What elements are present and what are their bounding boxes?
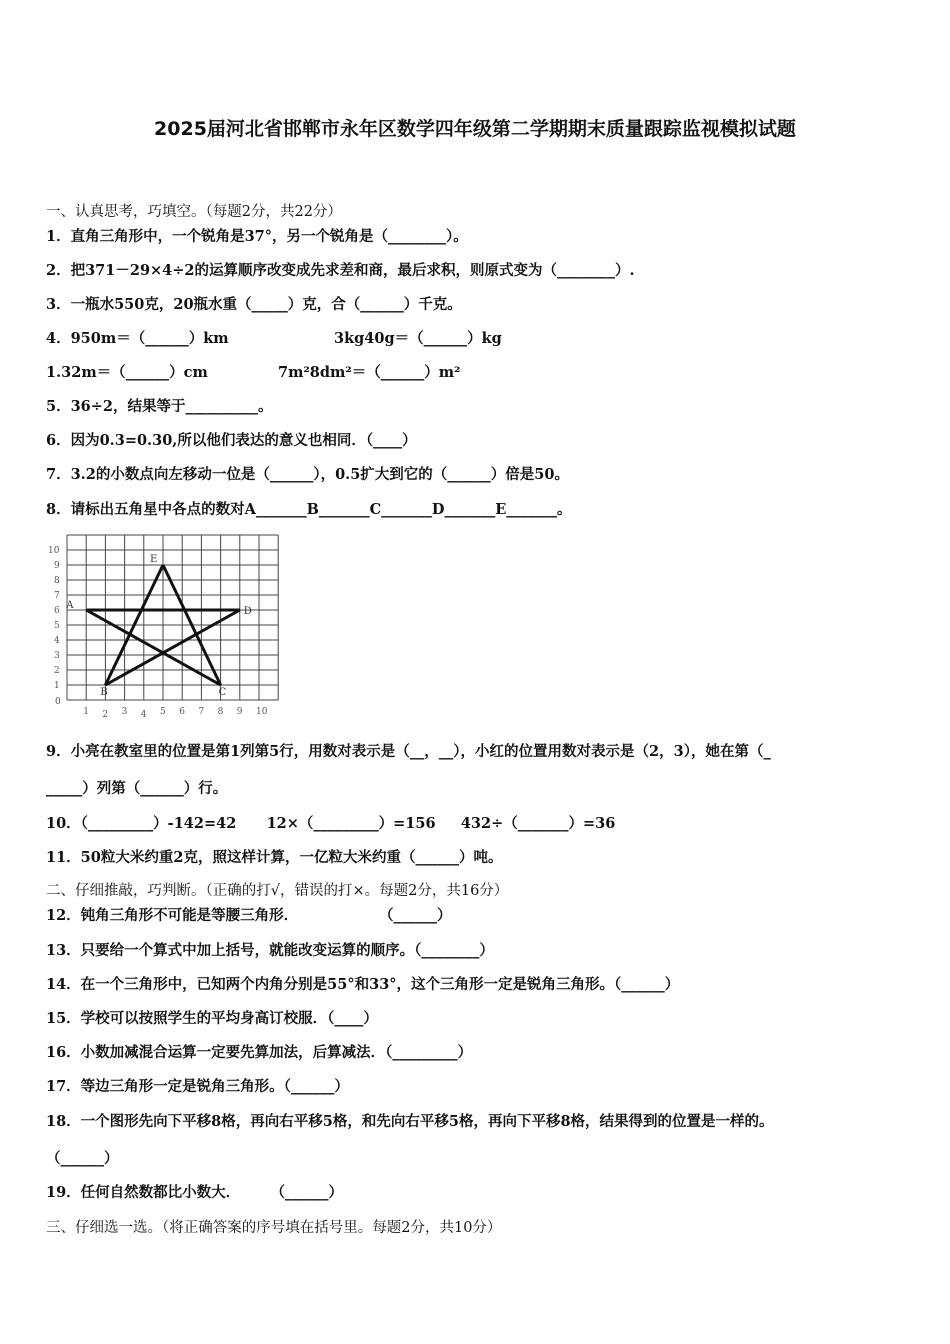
point-label-b: B — [100, 687, 108, 698]
tick-label-origin: 0 — [55, 697, 61, 707]
question-13: 13．只要给一个算式中加上括号，就能改变运算的顺序。（________） — [46, 942, 494, 959]
y-tick-label: 5 — [54, 621, 60, 631]
y-tick-label: 1 — [54, 681, 60, 691]
question-9: 9．小亮在教室里的位置是第1列第5行，用数对表示是（__，__），小红的位置用数对表示是（2，3），她在第（_ — [46, 743, 771, 760]
question-19: 19．任何自然数都比小数大． （______） — [46, 1184, 343, 1201]
y-tick-label: 8 — [54, 576, 60, 586]
question-18-answer: （______） — [46, 1150, 119, 1167]
question-9-continued: _____）列第（______）行。 — [46, 780, 228, 797]
point-label-a: A — [66, 600, 74, 611]
y-tick-label: 6 — [54, 606, 60, 616]
point-label-c: C — [218, 687, 227, 698]
section-1-heading: 一、认真思考，巧填空。（每题2分，共22分） — [46, 204, 342, 220]
y-tick-label: 7 — [54, 591, 60, 601]
section-2-heading: 二、仔细推敲，巧判断。（正确的打√，错误的打×。每题2分，共16分） — [46, 883, 509, 899]
x-tick-label: 4 — [140, 710, 147, 720]
y-tick-label: 9 — [54, 561, 60, 571]
x-tick-label: 8 — [217, 707, 224, 717]
y-tick-label: 10 — [48, 546, 60, 556]
section-3-heading: 三、仔细选一选。（将正确答案的序号填在括号里。每题2分，共10分） — [46, 1220, 502, 1236]
question-4-part-a: 4．950m＝（______）km — [46, 330, 229, 347]
question-12: 12．钝角三角形不可能是等腰三角形． （______） — [46, 907, 452, 924]
question-10: 10．（_________）-142=42 12×（_________）=156 432÷（_______）=36 — [46, 815, 616, 832]
x-tick-label: 2 — [102, 710, 109, 720]
x-tick-label: 3 — [121, 707, 128, 717]
x-tick-label: 9 — [236, 707, 243, 717]
star-grid-figure — [40, 525, 290, 725]
question-4-part-b: 3kg40g＝（______）kg — [334, 330, 502, 347]
x-tick-label: 5 — [160, 707, 166, 717]
y-tick-label: 3 — [54, 651, 60, 661]
question-15: 15．学校可以按照学生的平均身高订校服．（____） — [46, 1010, 378, 1027]
question-4-part-c: 1.32m＝（______）cm — [46, 364, 208, 381]
question-7: 7．3.2的小数点向左移动一位是（______），0.5扩大到它的（______）倍是50。 — [46, 466, 569, 483]
question-1: 1．直角三角形中，一个锐角是37°，另一个锐角是（________）。 — [46, 228, 468, 245]
question-18: 18．一个图形先向下平移8格，再向右平移5格，和先向右平移5格，再向下平移8格，结果得到的位置是一样的。 — [46, 1113, 774, 1130]
star-edge — [105, 610, 239, 685]
question-14: 14．在一个三角形中，已知两个内角分别是55°和33°，这个三角形一定是锐角三角形。（______） — [46, 976, 680, 993]
question-4-part-d: 7m²8dm²＝（______）m² — [278, 364, 461, 381]
question-5: 5．36÷2，结果等于__________。 — [46, 398, 273, 415]
question-8: 8．请标出五角星中各点的数对A_______B_______C_______D_______E_______。 — [46, 501, 572, 518]
point-label-d: D — [243, 606, 252, 617]
question-6: 6．因为0.3=0.30,所以他们表达的意义也相同．（____） — [46, 432, 417, 449]
x-tick-label: 7 — [198, 707, 205, 717]
x-tick-label: 10 — [256, 707, 268, 717]
question-16: 16．小数加减混合运算一定要先算加法，后算减法．（_________） — [46, 1044, 473, 1061]
x-tick-label: 6 — [179, 707, 185, 717]
point-label-e: E — [150, 554, 158, 565]
question-11: 11．50粒大米约重2克，照这样计算，一亿粒大米约重（______）吨。 — [46, 849, 503, 866]
star-edge — [86, 610, 220, 685]
x-tick-label: 1 — [83, 707, 89, 717]
question-2: 2．把371－29×4÷2的运算顺序改变成先求差和商，最后求积，则原式变为（________）. — [46, 262, 635, 279]
question-17: 17．等边三角形一定是锐角三角形。（______） — [46, 1078, 349, 1095]
y-tick-label: 2 — [54, 666, 60, 676]
y-tick-label: 4 — [54, 636, 60, 646]
question-3: 3．一瓶水550克，20瓶水重（_____）克，合（______）千克。 — [46, 296, 462, 313]
page-title: 2025届河北省邯郸市永年区数学四年级第二学期期末质量跟踪监视模拟试题 — [154, 118, 796, 140]
